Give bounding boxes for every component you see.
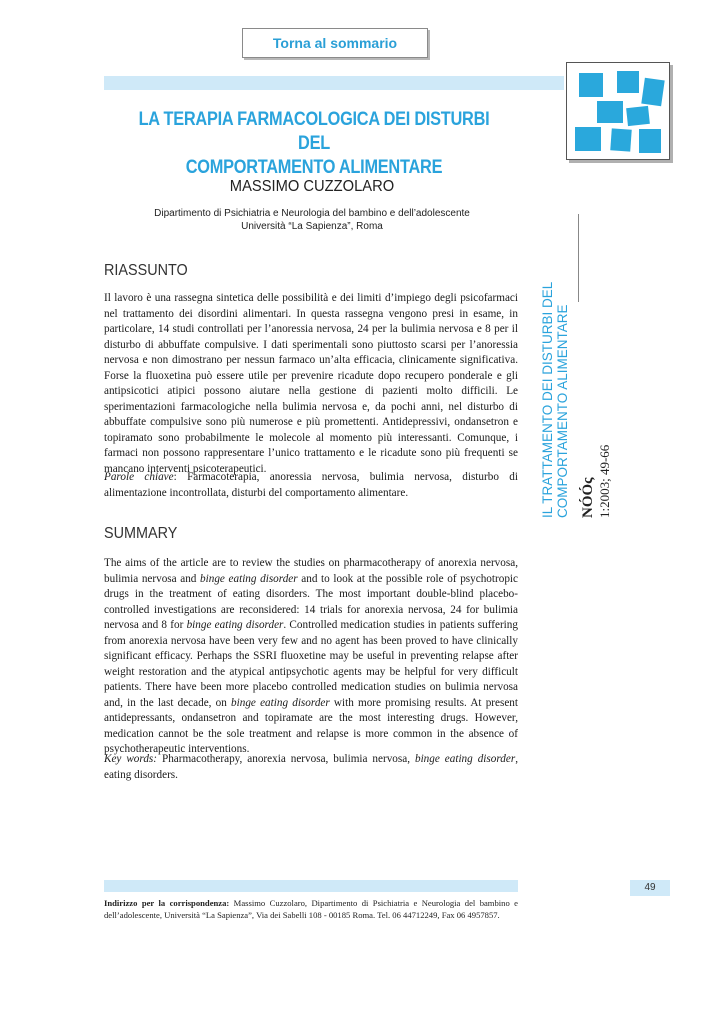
page-number: 49 — [630, 880, 670, 896]
correspondence-footnote — [104, 898, 518, 921]
summary-text-4: with more promising results. At present antidepressants, ondansetron and topiramate are the most interesting drugs. However, medication cannot be the sole treatment and relapse is more common in the absence of psychotherapeutic interventions. — [104, 696, 518, 755]
riassunto-paragraph: Il lavoro è una rassegna sintetica delle possibilità e dei limiti d’impiego degli psicofarmaci nel trattamento dei disordini alimentari. In questa rassegna vengono presi in esame, in particolare, 14 studi controllati per l’anoressia nervosa, 24 per la bulimia nervosa e 8 per il disturbo di abbuffate compulsive. I dati sperimentali sono piuttosto scarsi per l’anoressia nervosa e non dimostrano per nessun farmaco un’alta efficacia, clinicamente significativa. Forse la fluoxetina può essere utile per prevenire ricadute dopo recupero ponderale e gli antipsicotici atipici possono aiutare nella gestione di pazienti molto difficili. Le sperimentazioni farmacologiche nella bulimia nervosa e, da pochi anni, nel disturbo di abbuffate compulsive sono più numerose e più promettenti. Antidepressivi, ondansetron e topiramato sono probabilmente le molecole al momento più interessanti. Comunque, i farmaci non possono rappresentare l’unico trattamento e le ricadute sono più frequenti se mancano interventi psicoterapeutici. — [104, 292, 518, 475]
key-words-paragraph — [104, 752, 518, 783]
sidebar-issue-title-line-2: COMPORTAMENTO ALIMENTARE — [555, 304, 570, 518]
summary-emphasis-1: binge eating disorder — [200, 572, 298, 585]
article-title-line-1: LA TERAPIA FARMACOLOGICA DEI DISTURBI DEL — [138, 109, 490, 154]
correspondence-text: Massimo Cuzzolaro, Dipartimento di Psichiatria e Neurologia del bambino e dell’adolescente, Università “La Sapienza”, Via dei Sabelli 108 - 00185 Roma. Tel. 06 44712249, Fax 06 4957857. — [104, 898, 518, 920]
affiliation-line-2: Università “La Sapienza”, Roma — [241, 221, 383, 232]
journal-logo-icon — [566, 62, 670, 160]
sidebar-issue-title-line-1: IL TRATTAMENTO DEI DISTURBI DEL — [540, 281, 555, 518]
summary-paragraph — [104, 556, 518, 758]
summary-emphasis-2: binge eating disorder — [186, 619, 284, 631]
key-words-text-1: Pharmacotherapy, anorexia nervosa, bulimia nervosa, — [157, 753, 415, 765]
journal-name: NÓÓς — [580, 477, 596, 518]
key-words-emphasis: binge eating disorder — [414, 753, 516, 765]
author-name: MASSIMO CUZZOLARO — [229, 178, 395, 195]
affiliation-line-1: Dipartimento di Psichiatria e Neurologia del bambino e dell’adolescente — [154, 208, 470, 219]
riassunto-heading: RIASSUNTO — [104, 262, 188, 279]
correspondence-label: Indirizzo per la corrispondenza: — [104, 898, 230, 908]
summary-text-3: . Controlled medication studies in patients suffering from anorexia nervosa have been very few and no agent has been proved to have clinically significant efficacy. Perhaps the SSRI fluoxetine may be useful in preventing relapse after weight restoration and the atypical antipsychotic agents may be helpful for very difficult patients. There have been more placebo controlled medication studies on bulimia nervosa and, in the last decade, on — [104, 619, 518, 709]
article-title-line-2: COMPORTAMENTO ALIMENTARE — [185, 157, 443, 178]
parole-chiave-label: Parole chiave — [104, 471, 174, 483]
journal-issue: 1:2003; 49-66 — [597, 444, 612, 518]
summary-text-1: The aims of the article are to review the studies on pharmacotherapy of anorexia nervosa, bulimia nervosa and — [104, 557, 518, 585]
parole-chiave-text: : Farmacoterapia, anoressia nervosa, bulimia nervosa, disturbo di alimentazione incontrollata, disturbi del comportamento alimentare. — [104, 471, 518, 499]
sidebar-journal-reference — [580, 378, 613, 518]
summary-text-2: and to look at the possible role of psychotropic drugs in the treatment of eating disorders. The most important double-blind placebo-controlled investigations are reconsidered: 14 trials for anorexia nervosa, 24 for bulimia nervosa and 8 for — [104, 572, 518, 631]
parole-chiave-paragraph — [104, 470, 518, 501]
key-words-label: Key words: — [104, 753, 158, 765]
summary-heading: SUMMARY — [104, 525, 178, 542]
author-affiliation — [104, 207, 520, 233]
article-title — [133, 108, 494, 180]
footer-band — [104, 880, 518, 892]
sidebar-rule — [578, 214, 579, 302]
key-words-text-2: , eating disorders. — [104, 753, 518, 781]
sidebar-issue-title — [540, 218, 570, 518]
summary-emphasis-3: binge eating disorder — [231, 696, 330, 709]
header-band — [104, 76, 564, 90]
back-to-summary-button[interactable]: Torna al sommario — [242, 28, 428, 58]
